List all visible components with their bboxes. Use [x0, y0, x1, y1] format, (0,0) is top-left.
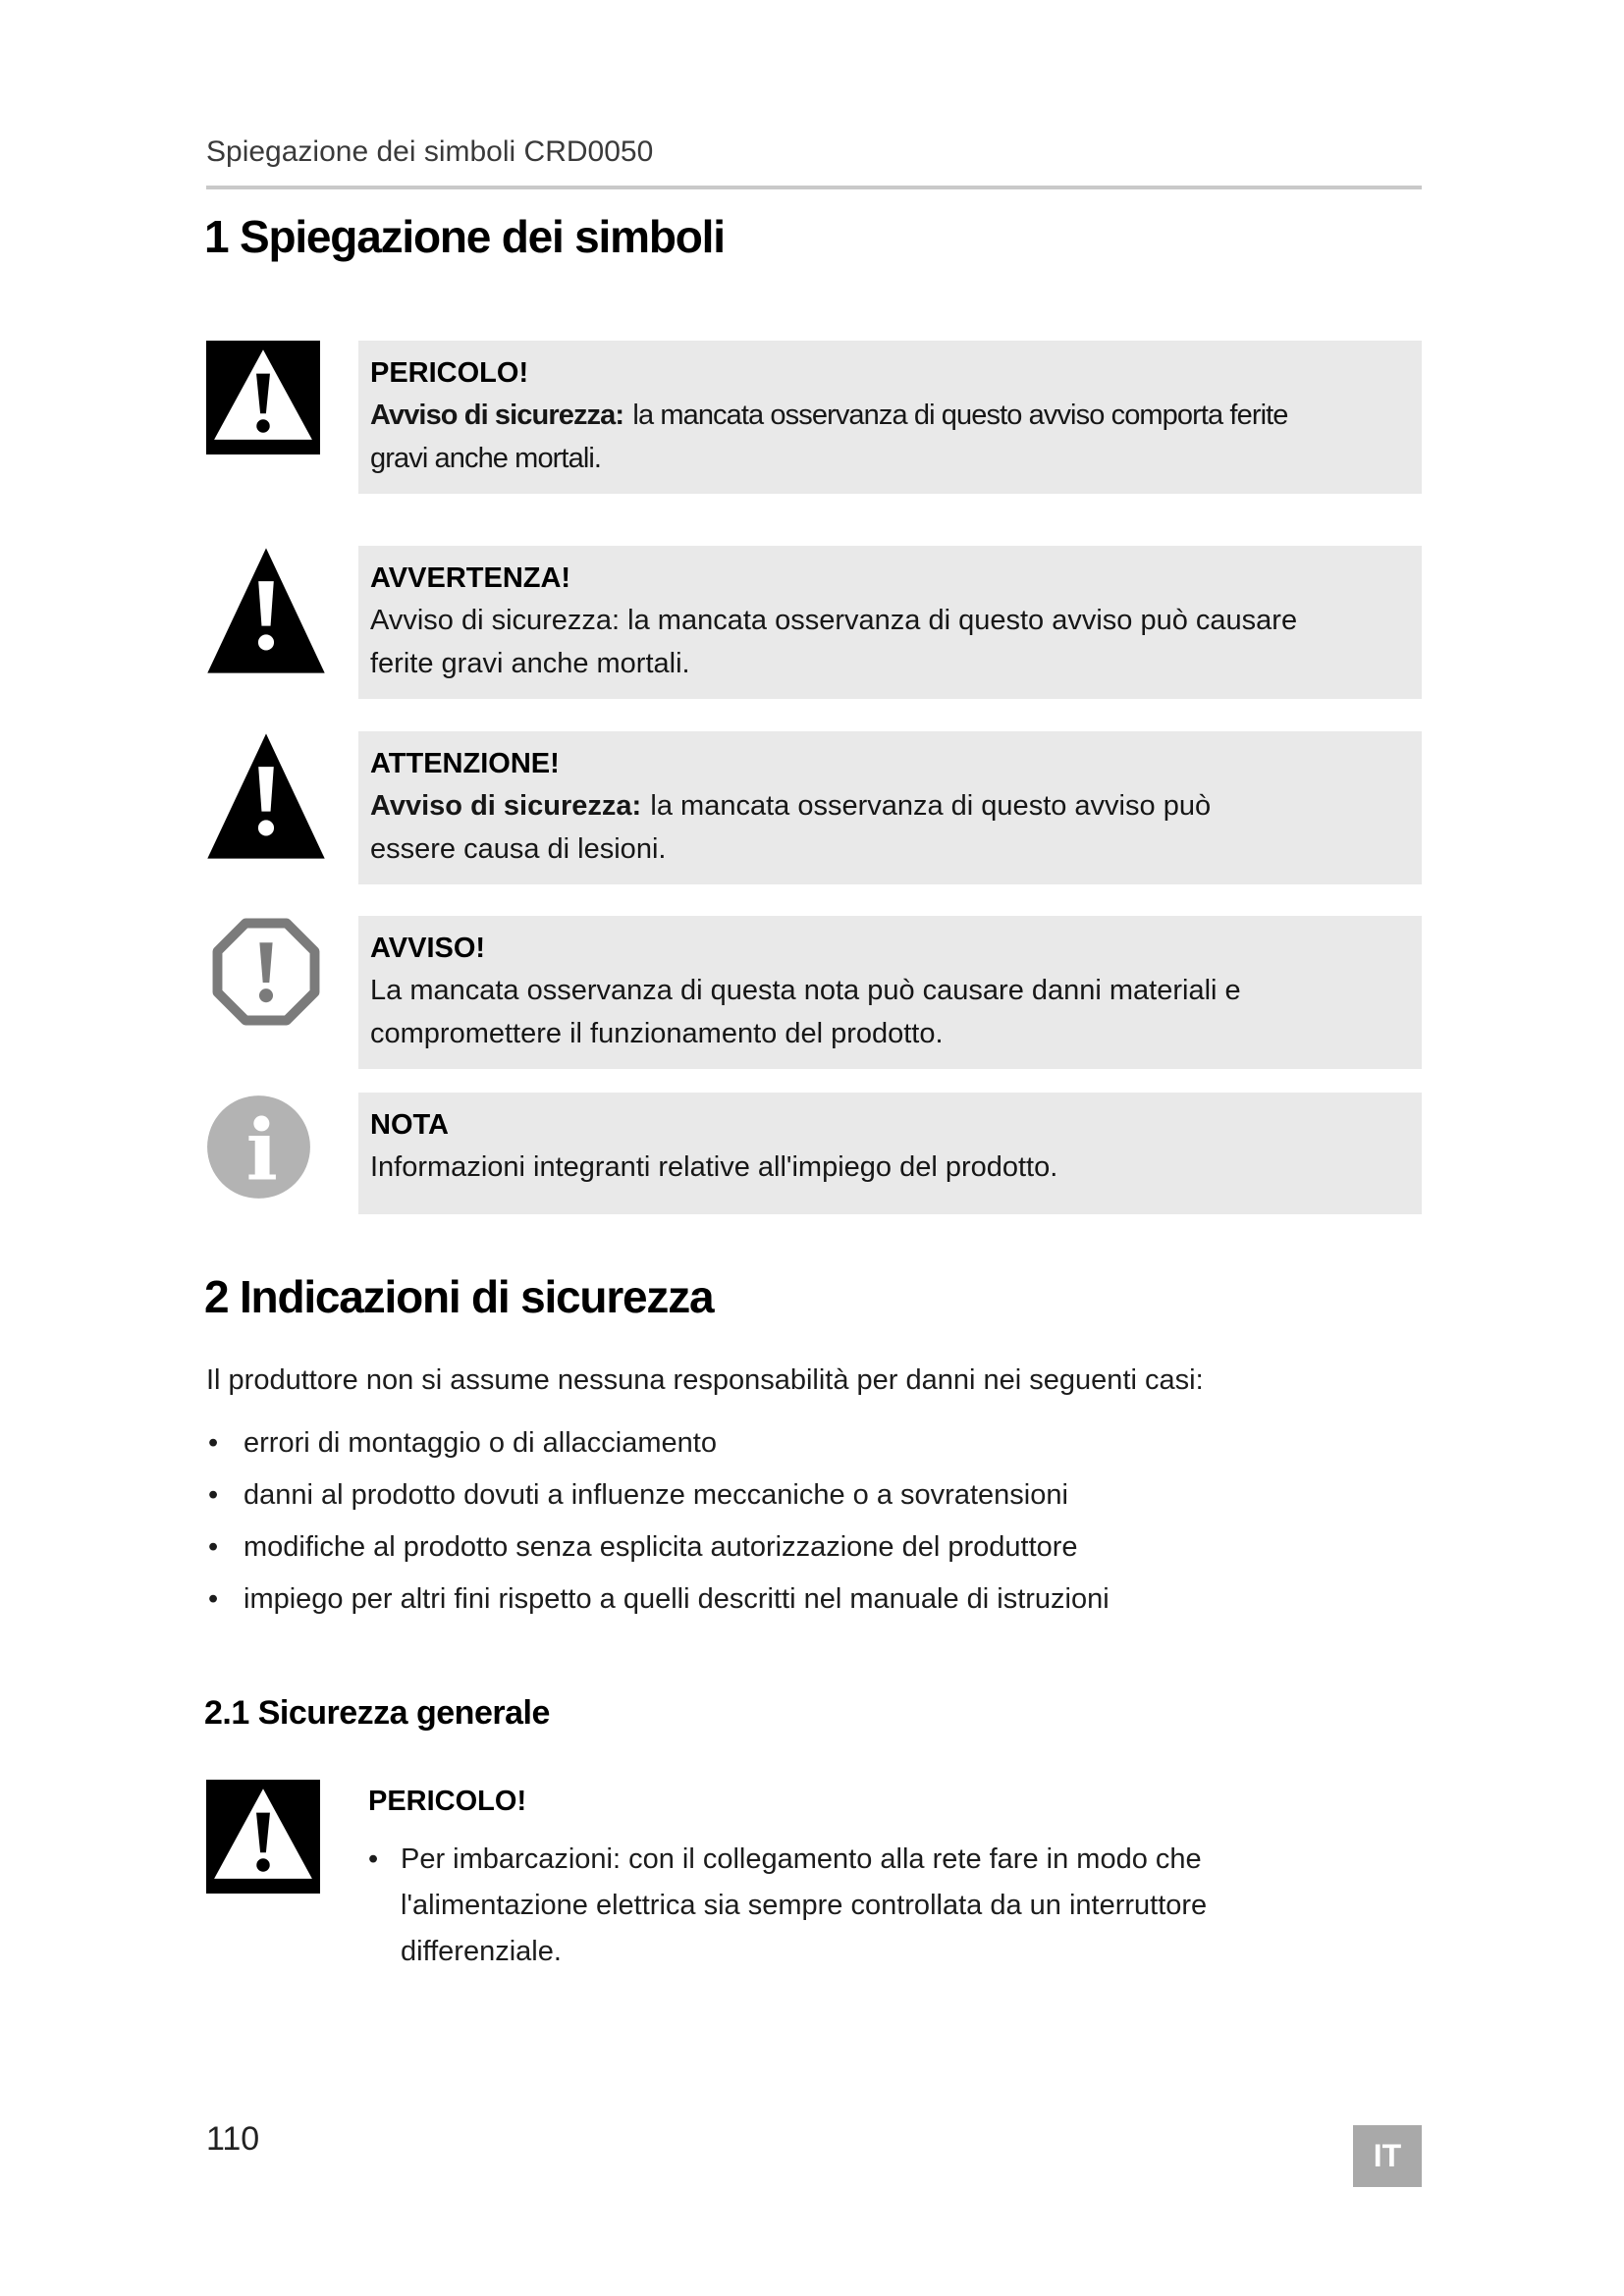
- svg-text:i: i: [245, 1101, 278, 1200]
- warning-block-nota: [206, 1093, 1422, 1214]
- warning-block-avvertenza: [206, 546, 1422, 699]
- warning-text: Informazioni integranti relative all'impiego del prodotto.: [370, 1151, 1058, 1183]
- warning-block-pericolo-general: [206, 1780, 1424, 1975]
- warning-title: AVVERTENZA!: [370, 562, 571, 594]
- warning-content: [368, 1780, 1424, 1975]
- warning-title: NOTA: [370, 1109, 450, 1141]
- warning-body: [370, 784, 1273, 871]
- section-2-title: 2 Indicazioni di sicurezza: [204, 1271, 714, 1322]
- list-item: • modifiche al prodotto senza esplicita autorizzazione del produttore: [206, 1527, 1424, 1567]
- running-header: Spiegazione dei simboli CRD0050: [206, 135, 654, 168]
- danger-square-icon: [206, 341, 320, 459]
- warning-box: [358, 341, 1422, 494]
- page-number: 110: [206, 2120, 260, 2158]
- warning-text: La mancata osservanza di questa nota può causare danni materiali e compromettere il funzionamento del prodotto.: [370, 975, 1241, 1049]
- danger-square-icon: [206, 1780, 320, 1898]
- warning-box: [358, 546, 1422, 699]
- warning-body: [370, 1146, 1398, 1189]
- list-item: • impiego per altri fini rispetto a quelli descritti nel manuale di istruzioni: [206, 1579, 1424, 1619]
- warning-title: ATTENZIONE!: [370, 748, 560, 779]
- warning-text: la mancata osservanza di questo avviso comporta ferite gravi anche mortali.: [370, 400, 1288, 474]
- warning-title: PERICOLO!: [368, 1786, 527, 1817]
- warning-title: AVVISO!: [370, 933, 486, 964]
- warning-box: [358, 916, 1422, 1069]
- section-2-1-title: 2.1 Sicurezza generale: [204, 1694, 550, 1732]
- info-circle-icon: [206, 1095, 311, 1204]
- section-1-title: 1 Spiegazione dei simboli: [204, 211, 725, 262]
- notice-octagon-icon: [212, 918, 320, 1031]
- warning-block-pericolo: [206, 341, 1422, 494]
- warning-lead: Avviso di sicurezza:: [370, 400, 624, 431]
- warning-box: [358, 1093, 1422, 1214]
- warning-body: [370, 599, 1342, 685]
- warning-triangle-icon: [206, 731, 326, 866]
- list-item: • errori di montaggio o di allacciamento: [206, 1423, 1424, 1463]
- warning-bullet-list: [368, 1837, 1424, 1975]
- warning-triangle-icon: [206, 546, 326, 680]
- warning-block-attenzione: [206, 731, 1422, 884]
- warning-title: PERICOLO!: [370, 357, 529, 389]
- warning-text: la mancata osservanza di questo avviso può essere causa di lesioni.: [370, 790, 1212, 865]
- list-item: • Per imbarcazioni: con il collegamento alla rete fare in modo che l'alimentazione elettrica sia sempre controllata da un interruttore differenziale.: [368, 1837, 1324, 1975]
- warning-block-avviso: [206, 916, 1422, 1069]
- section-2-intro: Il produttore non si assume nessuna responsabilità per danni nei seguenti casi:: [206, 1364, 1204, 1396]
- warning-lead: Avviso di sicurezza:: [370, 790, 642, 822]
- header-rule: [206, 186, 1422, 189]
- warning-text: Avviso di sicurezza: la mancata osservanza di questo avviso può causare ferite gravi anche mortali.: [370, 605, 1298, 679]
- language-badge: IT: [1353, 2125, 1422, 2187]
- warning-body: [370, 394, 1323, 480]
- list-item: • danni al prodotto dovuti a influenze meccaniche o a sovratensioni: [206, 1475, 1424, 1515]
- safety-bullet-list: [206, 1423, 1424, 1631]
- warning-box: [358, 731, 1422, 884]
- warning-body: [370, 969, 1357, 1055]
